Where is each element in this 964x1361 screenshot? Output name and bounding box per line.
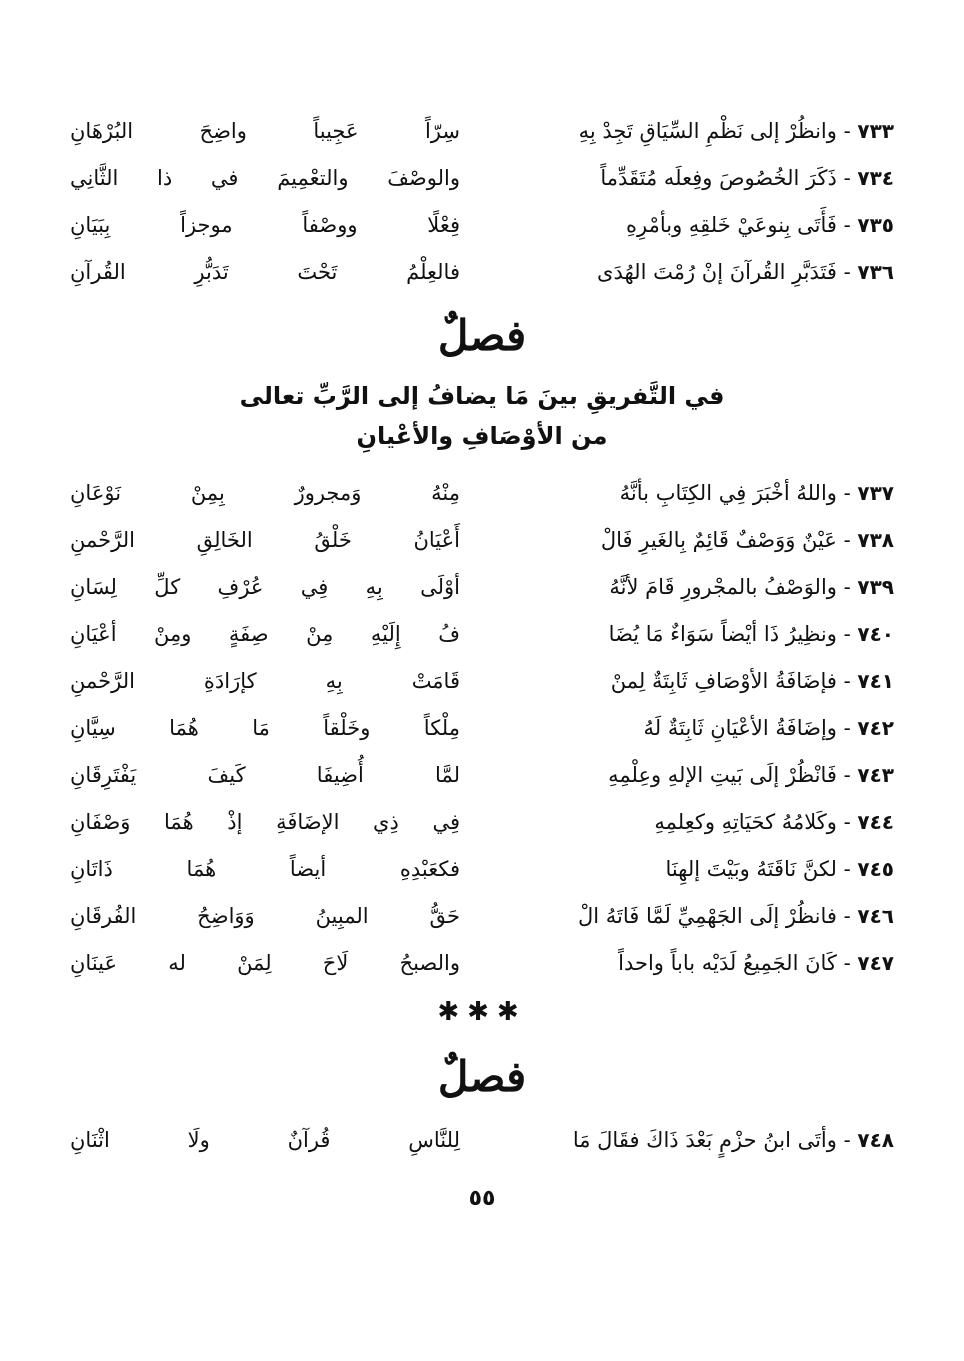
- fasl-heading: فصلٌ: [437, 1052, 527, 1101]
- verse-second-hemistich: لمَّا أُضِيفَا كَيفَ يَفْتَرِقَانِ: [70, 763, 460, 787]
- verse-first-hemistich: ٧٤٠ - ونظِيرُ ذَا أيْضاً سَوَاءٌ مَا يُضَا: [608, 622, 894, 646]
- verse-number: ٧٣٩: [857, 575, 894, 599]
- page-number: ٥٥: [468, 1186, 496, 1211]
- verse-first-hemistich: ٧٣٧ - واللهُ أخْبَرَ فِي الكِتَابِ بأنَّهُ: [619, 481, 894, 505]
- verse-number: ٧٣٨: [857, 528, 894, 552]
- verse-first-hemistich: ٧٤١ - فإضَافَةُ الأوْصَافِ ثَابِتَةٌ لِمنْ: [610, 669, 894, 693]
- verse-first-text: وانظُرْ إلى نَظْمِ السِّيَاقِ تَجِدْ بِهِ: [578, 119, 837, 143]
- verse-first-hemistich: ٧٣٥ - فَأَتَى بِنوعَيْ خَلقِهِ وبأمْرِهِ: [626, 213, 894, 237]
- verse-second-hemistich: أَعْيَانُ خَلْقُ الخَالِقِ الرَّحْمنِ: [70, 528, 460, 552]
- verse-number: ٧٣٦: [857, 260, 894, 284]
- verse-first-text: وأتَى ابنُ حزْمٍ بَعْدَ ذَاكَ فقَالَ مَا: [572, 1128, 837, 1152]
- verse-first-text: فَأَتَى بِنوعَيْ خَلقِهِ وبأمْرِهِ: [626, 213, 837, 237]
- verse-line: [70, 940, 894, 987]
- verse-second-hemistich: أوْلَى بِهِ فِي عُرْفِ كلِّ لِسَانِ: [70, 575, 460, 599]
- verse-group-3: [70, 1117, 894, 1164]
- verse-first-text: والوَصْفُ بالمجْرورِ قَامَ لأنَّهُ: [609, 575, 837, 599]
- verse-second-hemistich: لِلنَّاسِ قُرآنٌ ولَا اثْنَانِ: [70, 1128, 460, 1152]
- verse-first-hemistich: ٧٣٨ - عَيْنٌ وَوَصْفٌ قَائِمٌ بِالغَيرِ فَالْ: [600, 528, 894, 552]
- verse-line: [70, 1117, 894, 1164]
- verse-line: [70, 611, 894, 658]
- verse-number: ٧٤٧: [857, 951, 894, 975]
- verse-line: [70, 658, 894, 705]
- verse-first-text: عَيْنٌ وَوَصْفٌ قَائِمٌ بِالغَيرِ فَالْ: [600, 528, 837, 552]
- verse-line: [70, 799, 894, 846]
- verse-line: [70, 249, 894, 296]
- verse-first-hemistich: ٧٤٢ - وإضَافَةُ الأعْيَانِ ثَابِتَةٌ لَهُ: [643, 716, 894, 740]
- verse-first-hemistich: ٧٣٤ - ذَكَرَ الخُصُوصَ وفِعلَه مُتَقَدِّماً: [600, 166, 894, 190]
- verse-first-text: فَانْظُرْ إلَى بَيتِ الإلهِ وعِلْمِهِ: [608, 763, 837, 787]
- verse-first-text: فإضَافَةُ الأوْصَافِ ثَابِتَةٌ لِمنْ: [610, 669, 837, 693]
- verse-line: [70, 846, 894, 893]
- verse-first-hemistich: ٧٣٦ - فَتَدَبَّرِ القُرآنَ إنْ رُمْتَ الهُدَى: [597, 260, 894, 284]
- verse-second-hemistich: فالعِلْمُ تَحْتَ تَدَبُّرِ القُرآنِ: [70, 260, 460, 284]
- verse-line: [70, 470, 894, 517]
- verse-first-text: ذَكَرَ الخُصُوصَ وفِعلَه مُتَقَدِّماً: [600, 166, 837, 190]
- verse-group-2: [70, 470, 894, 987]
- verse-second-hemistich: مِنْهُ وَمجرورٌ بِمِنْ نَوْعَانِ: [70, 481, 460, 505]
- verse-line: [70, 517, 894, 564]
- verse-line: [70, 155, 894, 202]
- section-title: [70, 376, 894, 456]
- verse-line: [70, 202, 894, 249]
- verse-first-hemistich: ٧٣٩ - والوَصْفُ بالمجْرورِ قَامَ لأنَّهُ: [609, 575, 894, 599]
- verse-line: [70, 108, 894, 155]
- verse-second-hemistich: فِعْلًا ووصْفاً موجزاً بِبَيَانِ: [70, 213, 460, 237]
- verse-line: [70, 893, 894, 940]
- top-spacer: [70, 100, 894, 108]
- verse-first-hemistich: ٧٤٥ - لكنَّ نَاقَتَهُ وبَيْتَ إلهِنَا: [665, 857, 894, 881]
- verse-second-hemistich: سِرّاً عَجِيباً واضِحَ البُرْهَانِ: [70, 119, 460, 143]
- verse-first-text: ونظِيرُ ذَا أيْضاً سَوَاءٌ مَا يُضَا: [608, 622, 837, 646]
- verse-second-hemistich: فُ إِلَيْهِ مِنْ صِفَةٍ ومِنْ أعْيَانِ: [70, 622, 460, 646]
- verse-first-text: فانظُرْ إلَى الجَهْمِيِّ لَمَّا فَاتَهُ الْ: [578, 904, 837, 928]
- verse-first-hemistich: ٧٤٧ - كَانَ الجَمِيعُ لَدَيْه باباً واحداً: [618, 951, 894, 975]
- verse-number: ٧٤٦: [857, 904, 894, 928]
- verse-number: ٧٤٢: [857, 716, 894, 740]
- verse-line: [70, 705, 894, 752]
- verse-first-text: كَانَ الجَمِيعُ لَدَيْه باباً واحداً: [618, 951, 837, 975]
- verse-second-hemistich: حَقُّ المبِينُ وَوَاضِحُ الفُرقَانِ: [70, 904, 460, 928]
- verse-number: ٧٤٨: [857, 1128, 894, 1152]
- verse-first-hemistich: ٧٤٣ - فَانْظُرْ إلَى بَيتِ الإلهِ وعِلْمِهِ: [608, 763, 894, 787]
- verse-first-hemistich: ٧٤٨ - وأتَى ابنُ حزْمٍ بَعْدَ ذَاكَ فقَالَ مَا: [572, 1128, 894, 1152]
- verse-first-text: وكَلامُهُ كحَيَاتِهِ وكعِلمِهِ: [654, 810, 837, 834]
- verse-number: ٧٣٥: [857, 213, 894, 237]
- verse-number: ٧٣٣: [857, 119, 894, 143]
- verse-second-hemistich: فكعَبْدِهِ أيضاً هُمَا ذَاتَانِ: [70, 857, 460, 881]
- verse-first-hemistich: ٧٣٣ - وانظُرْ إلى نَظْمِ السِّيَاقِ تَجِدْ بِهِ: [578, 119, 894, 143]
- verse-number: ٧٤٠: [857, 622, 894, 646]
- verse-line: [70, 564, 894, 611]
- verse-first-text: وإضَافَةُ الأعْيَانِ ثَابِتَةٌ لَهُ: [643, 716, 837, 740]
- verse-second-hemistich: قَامَتْ بِهِ كإرَادَةِ الرَّحْمنِ: [70, 669, 460, 693]
- verse-second-hemistich: والصبحُ لَاحَ لِمَنْ له عَينَانِ: [70, 951, 460, 975]
- section-title-line-2: من الأوْصَافِ والأعْيانِ: [356, 422, 608, 450]
- verse-first-text: فَتَدَبَّرِ القُرآنَ إنْ رُمْتَ الهُدَى: [597, 260, 837, 284]
- verse-group-1: [70, 108, 894, 296]
- verse-number: ٧٤٥: [857, 857, 894, 881]
- verse-second-hemistich: مِلْكاً وخَلْقاً مَا هُمَا سِيَّانِ: [70, 716, 460, 740]
- fasl-heading: فصلٌ: [437, 311, 527, 360]
- verse-first-hemistich: ٧٤٦ - فانظُرْ إلَى الجَهْمِيِّ لَمَّا فَاتَهُ الْ: [578, 904, 894, 928]
- verse-first-text: لكنَّ نَاقَتَهُ وبَيْتَ إلهِنَا: [665, 857, 837, 881]
- book-page: [70, 100, 894, 1214]
- verse-second-hemistich: والوصْفَ والتعْمِيمَ في ذا الثَّانِي: [70, 166, 460, 190]
- verse-first-text: واللهُ أخْبَرَ فِي الكِتَابِ بأنَّهُ: [619, 481, 837, 505]
- verse-first-hemistich: ٧٤٤ - وكَلامُهُ كحَيَاتِهِ وكعِلمِهِ: [654, 810, 894, 834]
- verse-number: ٧٣٤: [857, 166, 894, 190]
- verse-second-hemistich: فِي ذِي الإضَافَةِ إذْ هُمَا وَصْفَانِ: [70, 810, 460, 834]
- verse-number: ٧٤١: [857, 669, 894, 693]
- verse-line: [70, 752, 894, 799]
- verse-number: ٧٣٧: [857, 481, 894, 505]
- section-title-line-1: في التَّفريقِ بينَ مَا يضافُ إلى الرَّبِّ تعالى: [239, 382, 725, 410]
- verse-number: ٧٤٤: [857, 810, 894, 834]
- section-divider-stars: ✱✱✱: [437, 997, 527, 1027]
- verse-number: ٧٤٣: [857, 763, 894, 787]
